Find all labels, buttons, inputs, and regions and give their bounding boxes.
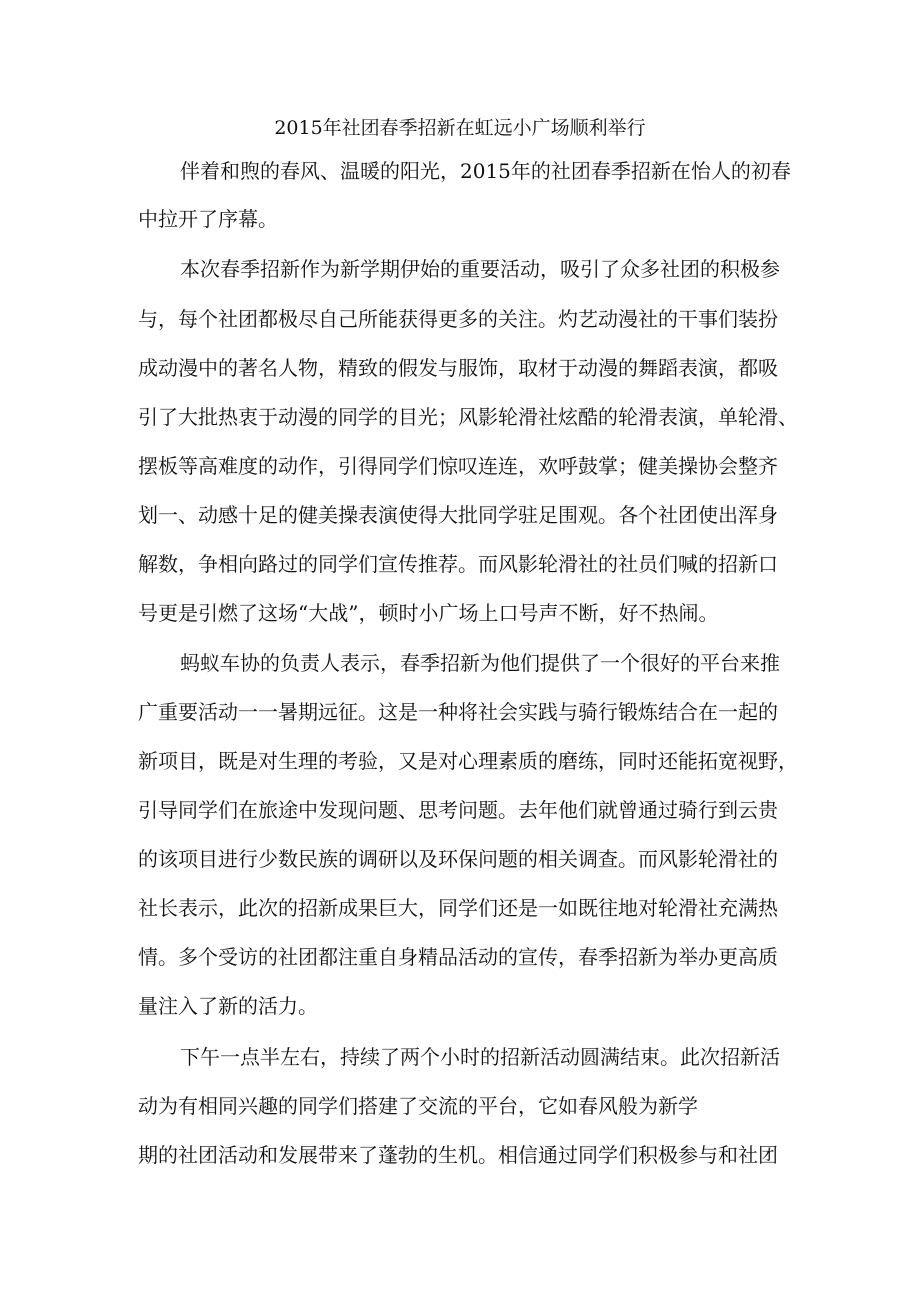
paragraph-2-line-4: 引了大批热衷于动漫的同学的目光；风影轮滑社炫酷的轮滑表演，单轮滑、 <box>138 405 798 429</box>
paragraph-3-line-5: 的该项目进行少数民族的调研以及环保问题的相关调查。而风影轮滑社的 <box>138 847 778 871</box>
paragraph-2-line-1: 本次春季招新作为新学期伊始的重要活动，吸引了众多社团的积极参 <box>180 257 780 281</box>
paragraph-3-line-1: 蚂蚁车协的负责人表示，春季招新为他们提供了一个很好的平台来推 <box>180 651 780 675</box>
paragraph-3-line-3: 新项目，既是对生理的考验，又是对心理素质的磨练，同时还能拓宽视野， <box>138 749 798 773</box>
paragraph-3-line-7: 情。多个受访的社团都注重自身精品活动的宣传，春季招新为举办更高质 <box>138 945 778 969</box>
paragraph-2-line-5: 摆板等高难度的动作，引得同学们惊叹连连，欢呼鼓掌；健美操协会整齐 <box>138 454 778 478</box>
paragraph-1-line-1: 伴着和煦的春风、温暖的阳光，2015年的社团春季招新在怡人的初春 <box>180 159 791 183</box>
paragraph-2-line-7: 解数，争相向路过的同学们宣传推荐。而风影轮滑社的社员们喊的招新口 <box>138 552 778 576</box>
paragraph-4-line-2: 动为有相同兴趣的同学们搭建了交流的平台，它如春风般为新学 <box>138 1094 698 1118</box>
paragraph-4-line-1: 下午一点半左右，持续了两个小时的招新活动圆满结束。此次招新活 <box>180 1045 780 1069</box>
paragraph-2-line-2: 与，每个社团都极尽自己所能获得更多的关注。灼艺动漫社的干事们装扮 <box>138 307 778 331</box>
paragraph-3-line-8: 量注入了新的活力。 <box>138 994 318 1018</box>
paragraph-3-line-6: 社长表示，此次的招新成果巨大，同学们还是一如既往地对轮滑社充满热 <box>138 896 778 920</box>
paragraph-3-line-2: 广重要活动一一暑期远征。这是一种将社会实践与骑行锻炼结合在一起的 <box>138 700 778 724</box>
document-title: 2015年社团春季招新在虹远小广场顺利举行 <box>274 117 646 139</box>
paragraph-4-line-3: 期的社团活动和发展带来了蓬勃的生机。相信通过同学们积极参与和社团 <box>138 1143 778 1167</box>
paragraph-1-line-2: 中拉开了序幕。 <box>138 207 278 231</box>
paragraph-2-line-6: 划一、动感十足的健美操表演使得大批同学驻足围观。各个社团使出浑身 <box>138 503 778 527</box>
paragraph-2-line-8: 号更是引燃了这场“大战”，顿时小广场上口号声不断，好不热闹。 <box>138 601 719 625</box>
paragraph-3-line-4: 引导同学们在旅途中发现问题、思考问题。去年他们就曾通过骑行到云贵 <box>138 798 778 822</box>
paragraph-2-line-3: 成动漫中的著名人物，精致的假发与服饰，取材于动漫的舞蹈表演，都吸 <box>138 356 778 380</box>
